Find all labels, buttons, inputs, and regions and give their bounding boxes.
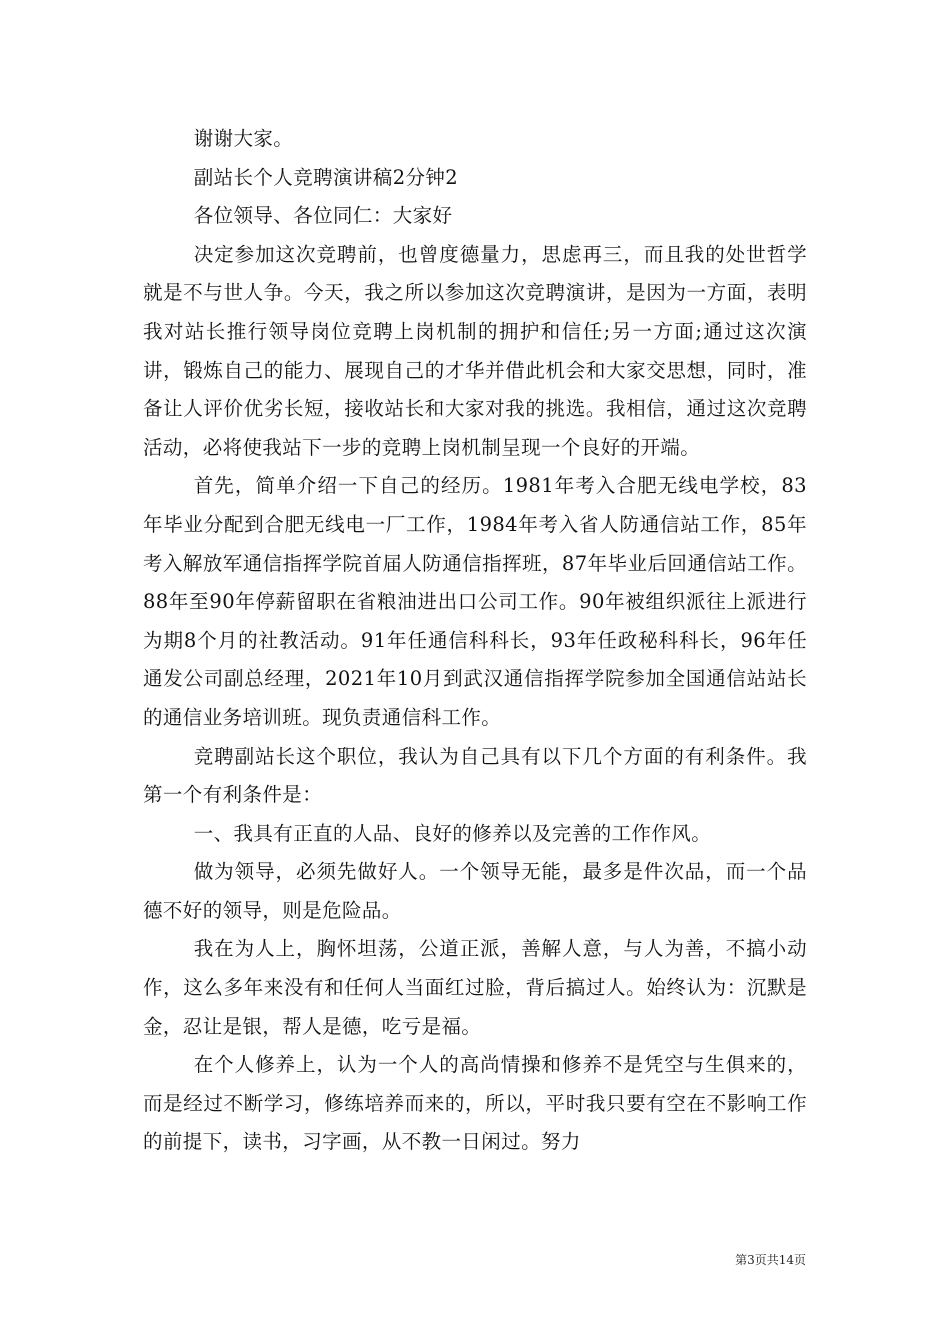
speech-greeting: 各位领导、各位同仁：大家好 bbox=[193, 204, 453, 228]
paragraph-conduct: 我在为人上，胸怀坦荡，公道正派，善解人意，与人为善，不搞小动作，这么多年来没有和任何人当面红过脸，背后搞过人。始终认为：沉默是金，忍让是银，帮人是德，吃亏是福。 bbox=[143, 937, 807, 1038]
paragraph-experience: 首先，简单介绍一下自己的经历。1981年考入合肥无线电学校，83年毕业分配到合肥无线电一厂工作，1984年考入省人防通信站工作，85年考入解放军通信指挥学院首届人防通信指挥班，87年毕业后回通信站工作。88年至90年停薪留职在省粮油进出口公司工作。90年被组织派往上派进行为期8个月的社教活动。91年任通信科科长，93年任政秘科科长，96年任通发公司副总经理，2021年10月到武汉通信指挥学院参加全国通信站站长的通信业务培训班。现负责通信科工作。 bbox=[143, 474, 807, 729]
paragraph-closing-thanks: 谢谢大家。 bbox=[193, 127, 294, 150]
paragraph-conditions-intro: 竞聘副站长这个职位，我认为自己具有以下几个方面的有利条件。我第一个有利条件是： bbox=[143, 744, 807, 807]
page-number-footer: 第3页共14页 bbox=[735, 1253, 806, 1267]
paragraph-leadership: 做为领导，必须先做好人。一个领导无能，最多是件次品，而一个品德不好的领导，则是危险品。 bbox=[143, 860, 807, 922]
paragraph-motivation: 决定参加这次竞聘前，也曾度德量力，思虑再三，而且我的处世哲学就是不与世人争。今天，我之所以参加这次竞聘演讲，是因为一方面，表明我对站长推行领导岗位竞聘上岗机制的拥护和信任;另一方面;通过这次演讲，锻炼自己的能力、展现自己的才华并借此机会和大家交思想，同时，准备让人评价优劣长短，接收站长和大家对我的挑选。我相信，通过这次竞聘活动，必将使我站下一步的竞聘上岗机制呈现一个良好的开端。 bbox=[143, 242, 807, 459]
document-body bbox=[143, 120, 807, 1162]
paragraph-condition-one: 一、我具有正直的人品、良好的修养以及完善的工作作风。 bbox=[193, 821, 712, 845]
paragraph-self-cultivation: 在个人修养上，认为一个人的高尚情操和修养不是凭空与生俱来的，而是经过不断学习，修练培养而来的，所以，平时我只要有空在不影响工作的前提下，读书，习字画，从不教一日闲过。努力 bbox=[143, 1053, 807, 1154]
speech-title: 副站长个人竞聘演讲稿2分钟2 bbox=[193, 165, 459, 189]
